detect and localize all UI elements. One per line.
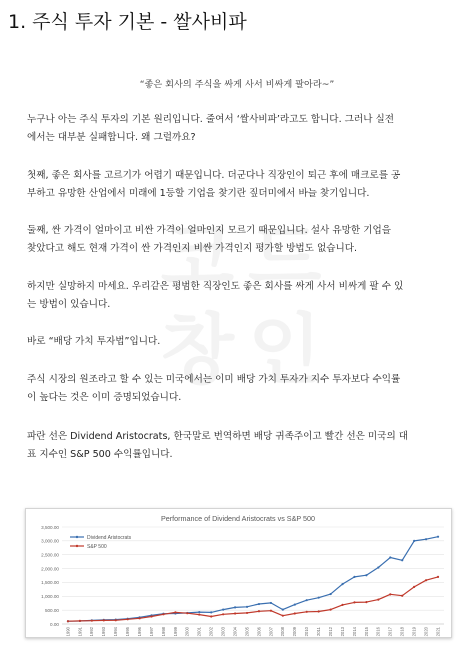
x-tick-label: 2018 xyxy=(399,627,405,637)
data-point xyxy=(341,583,343,585)
data-point xyxy=(425,579,427,581)
y-tick-label: 3,500.00 xyxy=(41,524,59,530)
data-point xyxy=(353,576,355,578)
chart-x-axis xyxy=(62,624,444,636)
paragraph-line: 하지만 실망하지 마세요. 우리같은 평범한 직장인도 좋은 회사를 싸게 사서 비싸게 팔 수 있 xyxy=(27,281,404,292)
data-point xyxy=(294,612,296,614)
x-tick-label: 1996 xyxy=(136,627,142,637)
x-tick-label: 1999 xyxy=(172,627,178,637)
chart-title: Performance of Dividend Aristocrats vs S&P 500 xyxy=(160,514,316,523)
data-point xyxy=(186,612,188,614)
x-tick-label: 2015 xyxy=(363,627,369,637)
paragraph-second-reason xyxy=(27,222,447,257)
x-tick-label: 2002 xyxy=(208,627,214,637)
data-point xyxy=(198,613,200,615)
y-tick-label: 2,500.00 xyxy=(41,552,59,558)
paragraph-line: 바로 “배당 가치 투자법”입니다. xyxy=(27,336,161,347)
data-point xyxy=(294,604,296,606)
x-tick-label: 1998 xyxy=(160,627,166,637)
y-tick-label: 2,000.00 xyxy=(41,566,59,572)
data-point xyxy=(306,599,308,601)
data-point xyxy=(413,586,415,588)
performance-chart-svg xyxy=(26,509,451,637)
x-tick-label: 2017 xyxy=(387,627,393,637)
data-point xyxy=(67,620,69,622)
legend-marker xyxy=(76,536,78,538)
legend-label: S&P 500 xyxy=(87,543,107,550)
data-point xyxy=(210,615,212,617)
x-tick-label: 2005 xyxy=(244,627,250,637)
series-line-1 xyxy=(68,577,438,621)
x-tick-label: 1993 xyxy=(101,627,107,637)
data-point xyxy=(234,606,236,608)
data-point xyxy=(282,608,284,610)
x-tick-label: 2014 xyxy=(351,627,357,637)
data-point xyxy=(437,576,439,578)
paragraph-evidence xyxy=(27,371,447,406)
paragraph-line: 주식 시장의 원조라고 할 수 있는 미국에서는 이미 배당 가치 투자가 지수 투자보다 수익률 xyxy=(27,374,401,385)
x-tick-label: 1997 xyxy=(148,627,154,637)
data-point xyxy=(437,536,439,538)
data-point xyxy=(103,619,105,621)
data-point xyxy=(401,559,403,561)
x-tick-label: 2021 xyxy=(435,627,441,637)
paragraph-chart-caption xyxy=(27,428,447,463)
x-tick-label: 2006 xyxy=(256,627,262,637)
chart-gridlines xyxy=(62,527,444,624)
data-point xyxy=(258,610,260,612)
x-tick-label: 2011 xyxy=(316,627,322,637)
paragraph-line: 파란 선은 Dividend Aristocrats, 한국말로 번역하면 배당 귀족주이고 빨간 선은 미국의 대 xyxy=(27,431,409,442)
paragraph-line: 부하고 유망한 산업에서 미래에 1등할 기업을 찾기란 짚더미에서 바늘 찾기입니다. xyxy=(27,187,370,199)
x-tick-label: 2000 xyxy=(184,627,190,637)
data-point xyxy=(246,606,248,608)
data-point xyxy=(377,599,379,601)
paragraph-line: 이 높다는 것은 이미 증명되었습니다. xyxy=(27,391,182,403)
x-tick-label: 2016 xyxy=(375,627,381,637)
paragraph-line: 첫째, 좋은 회사를 고르기가 어렵기 때문입니다. 더군다나 직장인이 퇴근 후에 매크로를 공 xyxy=(27,170,401,181)
data-point xyxy=(222,613,224,615)
y-tick-label: 0.00 xyxy=(50,621,59,627)
x-tick-label: 1990 xyxy=(65,627,71,637)
chart-legend xyxy=(70,535,132,550)
data-point xyxy=(318,610,320,612)
x-tick-label: 1994 xyxy=(113,627,119,637)
x-tick-label: 1992 xyxy=(89,627,95,637)
data-point xyxy=(258,603,260,605)
data-point xyxy=(138,617,140,619)
y-tick-label: 1,000.00 xyxy=(41,594,59,600)
chart-series xyxy=(67,536,439,623)
legend-label: Dividend Aristocrats xyxy=(87,534,132,541)
data-point xyxy=(127,618,129,620)
data-point xyxy=(222,608,224,610)
data-point xyxy=(282,615,284,617)
paragraph-method xyxy=(27,333,447,351)
x-tick-label: 2008 xyxy=(280,627,286,637)
data-point xyxy=(162,613,164,615)
data-point xyxy=(79,620,81,622)
data-point xyxy=(246,612,248,614)
data-point xyxy=(365,601,367,603)
data-point xyxy=(115,619,117,621)
performance-chart xyxy=(25,508,452,638)
page-title: 1. 주식 투자 기본 - 쌀사비파 xyxy=(8,11,247,33)
data-point xyxy=(174,611,176,613)
chart-y-axis xyxy=(41,525,59,627)
data-point xyxy=(198,611,200,613)
x-tick-label: 2012 xyxy=(327,627,333,637)
x-tick-label: 2007 xyxy=(268,627,274,637)
y-tick-label: 1,500.00 xyxy=(41,580,59,586)
x-tick-label: 1991 xyxy=(77,627,83,637)
x-tick-label: 2019 xyxy=(411,627,417,637)
y-tick-label: 500.00 xyxy=(44,607,59,613)
data-point xyxy=(341,604,343,606)
data-point xyxy=(413,540,415,542)
paragraph-line: 표 지수인 S&P 500 수익률입니다. xyxy=(27,448,173,460)
data-point xyxy=(329,608,331,610)
x-tick-label: 2020 xyxy=(423,627,429,637)
x-tick-label: 2009 xyxy=(292,627,298,637)
data-point xyxy=(401,595,403,597)
x-tick-label: 2010 xyxy=(304,627,310,637)
data-point xyxy=(389,593,391,595)
paragraph-line: 누구나 아는 주식 투자의 기본 원리입니다. 줄여서 ‘쌀사비파’라고도 합니다. 그러나 실전 xyxy=(27,114,395,125)
data-point xyxy=(210,611,212,613)
data-point xyxy=(234,612,236,614)
paragraph-intro xyxy=(27,111,447,146)
data-point xyxy=(377,566,379,568)
paragraph-encouragement xyxy=(27,278,447,313)
data-point xyxy=(389,556,391,558)
data-point xyxy=(91,620,93,622)
data-point xyxy=(306,611,308,613)
data-point xyxy=(365,574,367,576)
data-point xyxy=(270,610,272,612)
paragraph-line: 둘째, 싼 가격이 얼마이고 비싼 가격이 얼마인지 모르기 때문입니다. 설사 유망한 기업을 xyxy=(27,225,392,236)
data-point xyxy=(270,602,272,604)
data-point xyxy=(329,593,331,595)
data-point xyxy=(318,597,320,599)
data-point xyxy=(425,538,427,540)
paragraph-first-reason xyxy=(27,167,447,202)
data-point xyxy=(150,615,152,617)
x-tick-label: 1995 xyxy=(125,627,131,637)
series-line-0 xyxy=(68,534,438,622)
x-tick-label: 2004 xyxy=(232,627,238,637)
paragraph-line: 는 방법이 있습니다. xyxy=(27,298,111,310)
data-point xyxy=(353,601,355,603)
quote: “좋은 회사의 주식을 싸게 사서 비싸게 팔아라~” xyxy=(139,79,335,90)
x-tick-label: 2013 xyxy=(339,627,345,637)
paragraph-line: 찾았다고 해도 현재 가격이 싼 가격인지 비싼 가격인지 평가할 방법도 없습니다. xyxy=(27,242,358,254)
x-tick-label: 2001 xyxy=(196,627,202,637)
paragraph-line: 에서는 대부분 실패합니다. 왜 그럴까요? xyxy=(27,131,196,143)
legend-marker xyxy=(76,545,78,547)
y-tick-label: 3,000.00 xyxy=(41,538,59,544)
x-tick-label: 2003 xyxy=(220,627,226,637)
